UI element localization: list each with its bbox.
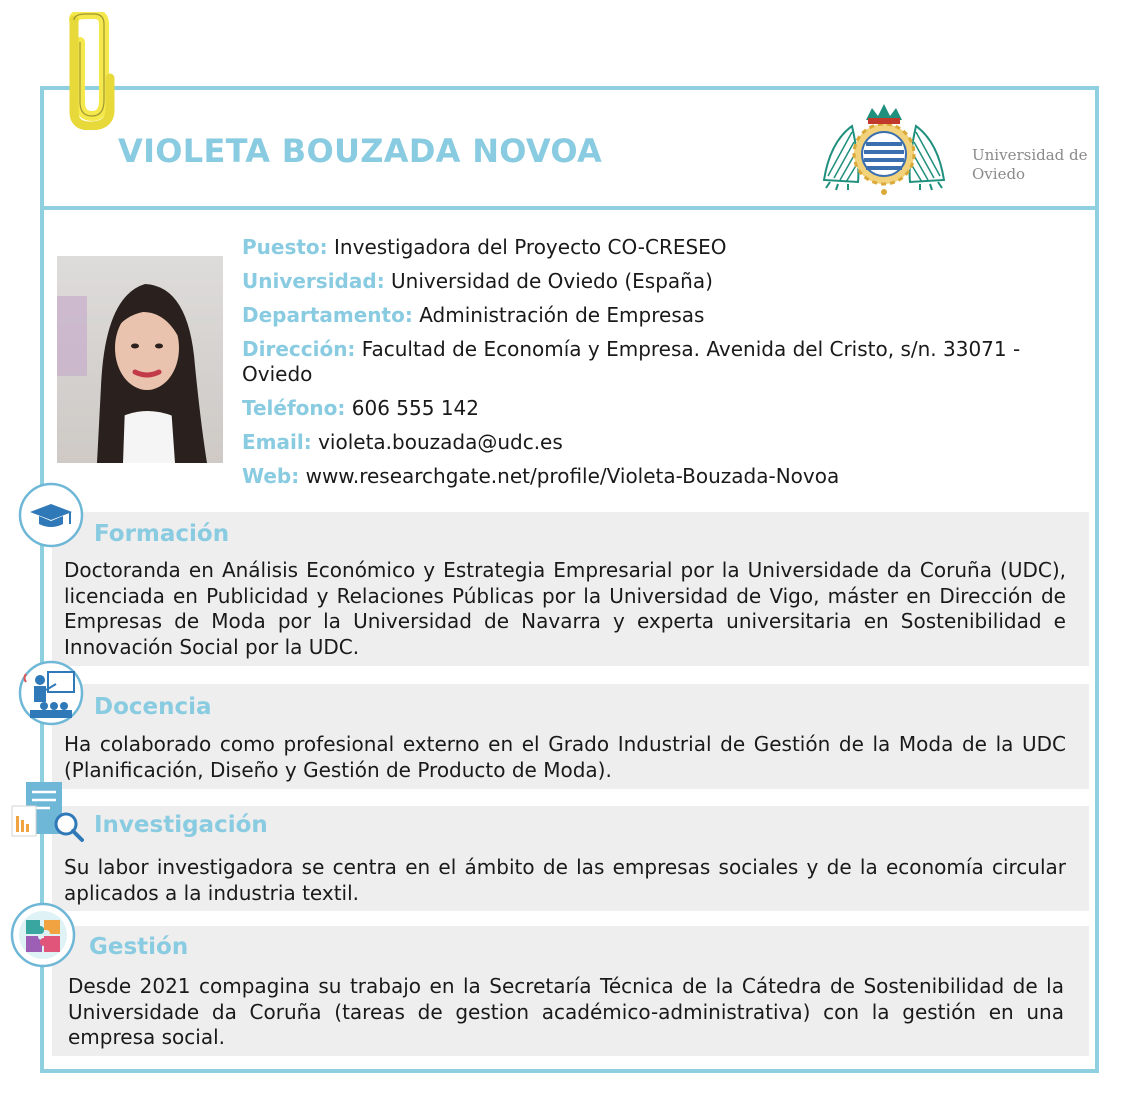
- portrait-illustration: [57, 256, 223, 463]
- info-value: 606 555 142: [351, 396, 479, 420]
- info-row-universidad: [242, 269, 1082, 294]
- graduation-cap-icon: [18, 482, 84, 548]
- info-label: Email:: [242, 430, 312, 454]
- info-row-direccion: [242, 337, 1082, 387]
- info-label: Teléfono:: [242, 396, 346, 420]
- profile-info: [242, 235, 1082, 498]
- info-row-puesto: [242, 235, 1082, 260]
- web-link[interactable]: www.researchgate.net/profile/Violeta-Bouzada-Novoa: [305, 464, 840, 488]
- info-value: Administración de Empresas: [419, 303, 705, 327]
- profile-photo: [57, 256, 223, 463]
- person-name: VIOLETA BOUZADA NOVOA: [118, 132, 603, 170]
- university-crest-logo: [822, 102, 946, 198]
- info-row-departamento: [242, 303, 1082, 328]
- info-row-email: [242, 430, 1082, 455]
- section-text-gestion: Desde 2021 compagina su trabajo en la Secretaría Técnica de la Cátedra de Sostenibilidad de la Universidade da Coruña (tareas de gestion académico-administrativa) con la gestión en una empresa social.: [68, 974, 1064, 1049]
- section-text-formacion: Doctoranda en Análisis Económico y Estrategia Empresarial por la Universidade da Coruña (UDC), licenciada en Publicidad y Relaciones Públicas por la Universidad de Vigo, máster en Dirección de Empresas de Moda por la Universidad de Navarra y experta universitaria en Sostenibilidad e Innovación Social por la UDC.: [64, 558, 1066, 659]
- header-divider: [40, 206, 1099, 210]
- university-name: [972, 146, 1090, 184]
- info-label: Departamento:: [242, 303, 413, 327]
- section-title-formacion: Formación: [94, 521, 230, 547]
- info-value: Investigadora del Proyecto CO-CRESEO: [334, 235, 727, 259]
- info-row-web: [242, 464, 1082, 489]
- university-name-text: Universidad de Oviedo: [972, 146, 1088, 183]
- email-link[interactable]: violeta.bouzada@udc.es: [318, 430, 563, 454]
- info-row-telefono: [242, 396, 1082, 421]
- section-title-gestion: Gestión: [89, 934, 189, 960]
- document-magnifier-icon: [10, 780, 84, 846]
- info-label: Web:: [242, 464, 300, 488]
- section-text-investigacion: Su labor investigadora se centra en el ámbito de las empresas sociales y de la economía circular aplicados a la industria textil.: [64, 855, 1066, 905]
- section-title-docencia: Docencia: [94, 694, 212, 720]
- section-text-docencia: Ha colaborado como profesional externo en el Grado Industrial de Gestión de la Moda de la UDC (Planificación, Diseño y Gestión de Producto de Moda).: [64, 732, 1066, 782]
- info-value: Universidad de Oviedo (España): [391, 269, 713, 293]
- teacher-classroom-icon: [18, 660, 84, 726]
- info-label: Puesto:: [242, 235, 328, 259]
- info-label: Universidad:: [242, 269, 385, 293]
- info-value: Facultad de Economía y Empresa. Avenida del Cristo, s/n. 33071 - Oviedo: [242, 337, 1021, 386]
- section-title-investigacion: Investigación: [94, 812, 268, 838]
- puzzle-icon: [10, 902, 76, 968]
- paper-clip-icon: [64, 12, 134, 130]
- info-label: Dirección:: [242, 337, 356, 361]
